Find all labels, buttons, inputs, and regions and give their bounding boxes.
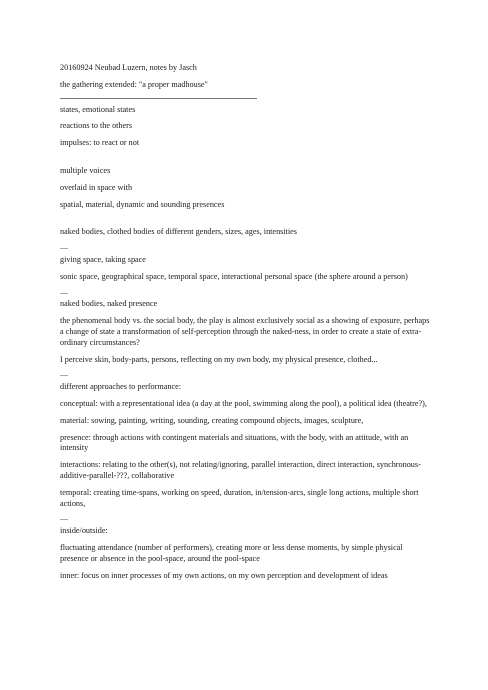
states-line-2: reactions to the others (60, 121, 133, 131)
header-rule (60, 98, 257, 99)
approach-presence: presence: through actions with contingent materials and situations, with the body, with an attitude, with an intensity (60, 432, 409, 453)
inside-paragraph-1: fluctuating attendance (number of performers), creating more or less dense moments, by simple physical presence or absence in the pool-space, around the pool-space (60, 542, 403, 563)
section-dash: — (60, 370, 69, 380)
approach-material: material: sowing, painting, writing, sounding, creating compound objects, images, sculpture, (60, 415, 364, 425)
voices-line-2: overlaid in space with (60, 182, 133, 192)
header-date-line: 20160924 Neubad Luzern, notes by Jasch (60, 63, 197, 72)
inside-paragraph-2: inner: focus on inner processes of my own actions, on my own perception and development of ideas (60, 570, 388, 580)
approach-interactions: interactions: relating to the other(s), not relating/ignoring, parallel interaction, direct interaction, synchronous-additive-parallel-???, collaborative (60, 460, 421, 480)
presence-paragraph-1: the phenomenal body vs. the social body, the play is almost exclusively social as a showing of exposure, perhaps a change of state a transformation of self-perception through the naked-ness, in order to create a state of extra-ordinary circumstances? (60, 316, 430, 347)
inside-title: inside/outside: (60, 526, 108, 536)
section-dash: — (60, 514, 69, 524)
voices-line-3: spatial, material, dynamic and sounding presences (60, 199, 225, 209)
presence-paragraph-2: I perceive skin, body-parts, persons, reflecting on my own body, my physical presence, clothed... (60, 354, 378, 364)
states-line-3: impulses: to react or not (60, 138, 140, 148)
approach-conceptual: conceptual: with a representational idea (a day at the pool, swimming along the pool), a political idea (theatre?), (60, 398, 427, 408)
space-paragraph: sonic space, geographical space, temporal space, interactional personal space (the sphere around a person) (60, 271, 408, 281)
approaches-title: different approaches to performance: (60, 382, 182, 392)
bodies-paragraph: naked bodies, clothed bodies of different genders, sizes, ages, intensities (60, 227, 297, 237)
presence-title: naked bodies, naked presence (60, 299, 158, 309)
header-subtitle: the gathering extended: "a proper madhouse" (60, 79, 208, 89)
approach-temporal: temporal: creating time-spans, working on speed, duration, in/tension-arcs, single long actions, multiple short actions, (60, 487, 419, 508)
voices-line-1: multiple voices (60, 165, 111, 175)
section-dash: — (60, 243, 69, 253)
space-title: giving space, taking space (60, 254, 146, 264)
document-page (60, 63, 432, 581)
section-dash: — (60, 287, 69, 297)
states-line-1: states, emotional states (60, 104, 136, 114)
